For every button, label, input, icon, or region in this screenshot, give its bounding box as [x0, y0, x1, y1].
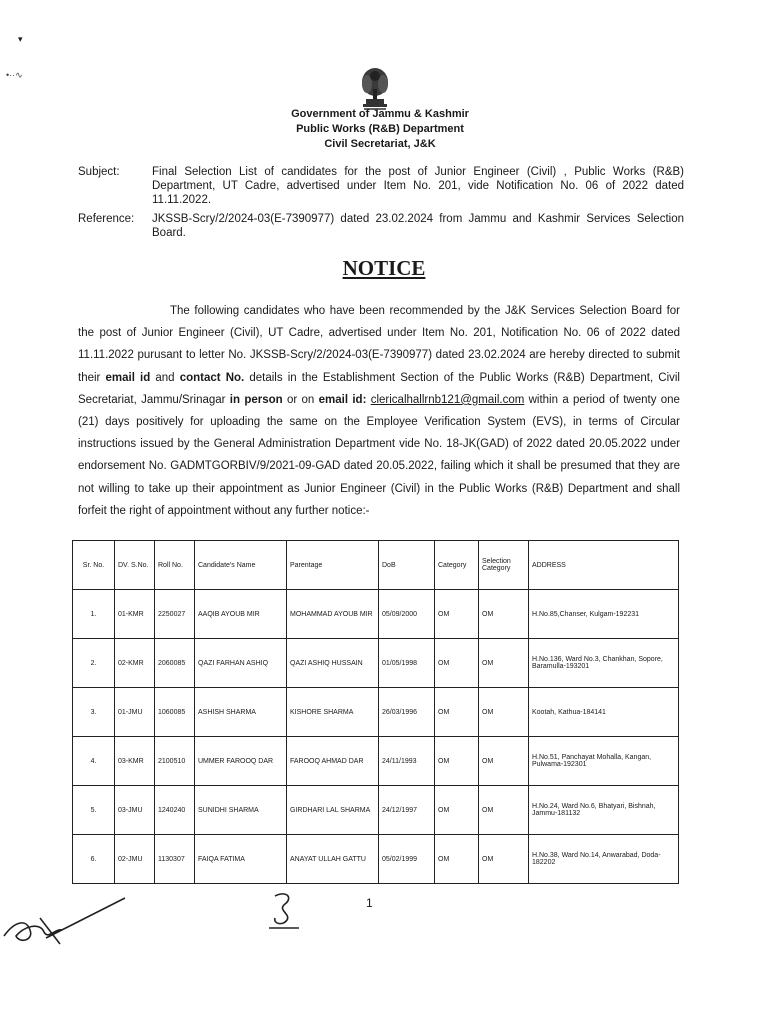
- scan-mark: ▾: [18, 34, 23, 44]
- table-cell: 3.: [73, 688, 115, 737]
- body-text-part: within a period of twenty one (21) days positively for uploading the same on the Employee Verification System (EVS), in terms of Circular instructions issued by the General Administration Department vide No. 18-JK(GAD) of 2022 dated 20.05.2022 under endorsement No. GADMTGORBIV/9/2021-09-GAD dated 20.05.2022, failing which it shall be presumed that they are not willing to take up their appointment as Junior Engineer (Civil) in the Public Works (R&B) Department and shall forfeit the right of appointment without any further notice:-: [78, 393, 680, 517]
- col-header: Candidate's Name: [195, 541, 287, 590]
- handwritten-signature-icon: [0, 892, 130, 952]
- table-cell: 24/11/1993: [379, 737, 435, 786]
- table-row: [73, 688, 679, 737]
- state-emblem-icon: [352, 66, 398, 112]
- table-cell: Kootah, Kathua-184141: [529, 688, 679, 737]
- table-cell: 1.: [73, 590, 115, 639]
- col-header: Category: [435, 541, 479, 590]
- subject-text: Final Selection List of candidates for the post of Junior Engineer (Civil) , Public Works (R&B) Department, UT Cadre, advertised under Item No. 201, vide Notification No. 06 of 2022 dated 11.11.2022.: [152, 166, 684, 206]
- table-cell: OM: [479, 786, 529, 835]
- header-line-government: Government of Jammu & Kashmir: [291, 108, 469, 120]
- subject-label: Subject:: [78, 166, 120, 178]
- table-cell: H.No.38, Ward No.14, Anwarabad, Doda-182202: [529, 835, 679, 884]
- table-cell: SUNIDHI SHARMA: [195, 786, 287, 835]
- table-cell: OM: [479, 688, 529, 737]
- body-text-part: The following candidates who have been recommended by the J&K Services Selection Board for the post of Junior Engineer (Civil), UT Cadre, advertised under Item No. 201, Notification No. 06 of 2022 dated 11.11.2022 purusant to letter No. JKSSB-Scry/2/2024-03(E-7390977) dated 23.02.2024 are hereby directed to submit their: [78, 305, 680, 384]
- table-cell: 2100510: [155, 737, 195, 786]
- table-cell: ASHISH SHARMA: [195, 688, 287, 737]
- table-cell: 2250027: [155, 590, 195, 639]
- table-cell: 05/02/1999: [379, 835, 435, 884]
- col-header: Selection Category: [479, 541, 529, 590]
- body-bold-contact: contact No.: [179, 371, 245, 384]
- table-cell: OM: [435, 639, 479, 688]
- scan-mark: •··∿: [6, 70, 23, 80]
- table-cell: 1130307: [155, 835, 195, 884]
- reference-block: [78, 212, 684, 240]
- col-header: Parentage: [287, 541, 379, 590]
- table-cell: 24/12/1997: [379, 786, 435, 835]
- table-cell: 01-JMU: [115, 688, 155, 737]
- col-header: DV. S.No.: [115, 541, 155, 590]
- table-cell: KISHORE SHARMA: [287, 688, 379, 737]
- table-header-row: [73, 541, 679, 590]
- department-header: [230, 107, 530, 152]
- table-cell: H.No.24, Ward No.6, Bhatyari, Bishnah, Jammu-181132: [529, 786, 679, 835]
- table-cell: FAROOQ AHMAD DAR: [287, 737, 379, 786]
- reference-label: Reference:: [78, 213, 135, 225]
- table-cell: FAIQA FATIMA: [195, 835, 287, 884]
- table-cell: H.No.136, Ward No.3, Chankhan, Sopore, Baramulla-193201: [529, 639, 679, 688]
- table-cell: OM: [435, 590, 479, 639]
- table-cell: 4.: [73, 737, 115, 786]
- header-line-department: Public Works (R&B) Department: [296, 123, 464, 135]
- table-cell: UMMER FAROOQ DAR: [195, 737, 287, 786]
- table-cell: 05/09/2000: [379, 590, 435, 639]
- reference-text: JKSSB-Scry/2/2024-03(E-7390977) dated 23.02.2024 from Jammu and Kashmir Services Selection Board.: [152, 213, 684, 239]
- table-row: [73, 737, 679, 786]
- table-row: [73, 835, 679, 884]
- table-cell: 01/05/1998: [379, 639, 435, 688]
- initials-signature-icon: [265, 888, 305, 932]
- table-cell: OM: [435, 688, 479, 737]
- body-text-part: and: [155, 371, 175, 384]
- notice-title: NOTICE: [342, 256, 426, 280]
- table-cell: GIRDHARI LAL SHARMA: [287, 786, 379, 835]
- table-row: [73, 639, 679, 688]
- table-cell: 2.: [73, 639, 115, 688]
- col-header: Sr. No.: [73, 541, 115, 590]
- table-cell: QAZI FARHAN ASHIQ: [195, 639, 287, 688]
- table-row: [73, 786, 679, 835]
- table-cell: 01-KMR: [115, 590, 155, 639]
- table-cell: OM: [435, 786, 479, 835]
- table-cell: 1060085: [155, 688, 195, 737]
- table-cell: 6.: [73, 835, 115, 884]
- table-cell: 02-JMU: [115, 835, 155, 884]
- body-bold-email-label: email id:: [318, 393, 367, 406]
- table-row: [73, 590, 679, 639]
- table-cell: H.No.85,Chanser, Kulgam-192231: [529, 590, 679, 639]
- notice-body: [78, 300, 680, 522]
- body-text-part: or on: [286, 393, 315, 406]
- table-cell: 2060085: [155, 639, 195, 688]
- table-cell: 03-JMU: [115, 786, 155, 835]
- table-cell: 5.: [73, 786, 115, 835]
- subject-block: [78, 165, 684, 207]
- page-number: 1: [366, 896, 373, 910]
- table-cell: OM: [479, 835, 529, 884]
- body-bold-in-person: in person: [229, 393, 283, 406]
- table-cell: 03-KMR: [115, 737, 155, 786]
- table-cell: QAZI ASHIQ HUSSAIN: [287, 639, 379, 688]
- table-cell: 26/03/1996: [379, 688, 435, 737]
- table-cell: 1240240: [155, 786, 195, 835]
- col-header: DoB: [379, 541, 435, 590]
- table-cell: H.No.51, Panchayat Mohalla, Kangan, Pulwama-192301: [529, 737, 679, 786]
- table-cell: ANAYAT ULLAH GATTU: [287, 835, 379, 884]
- table-cell: 02-KMR: [115, 639, 155, 688]
- body-bold-email-id: email id: [105, 371, 151, 384]
- col-header: ADDRESS: [529, 541, 679, 590]
- header-line-secretariat: Civil Secretariat, J&K: [324, 138, 436, 150]
- table-cell: OM: [435, 835, 479, 884]
- email-link[interactable]: clericalhallrnb121@gmail.com: [370, 393, 525, 406]
- col-header: Roll No.: [155, 541, 195, 590]
- table-cell: OM: [435, 737, 479, 786]
- table-cell: OM: [479, 639, 529, 688]
- selection-table: [72, 540, 679, 884]
- table-cell: AAQIB AYOUB MIR: [195, 590, 287, 639]
- table-cell: OM: [479, 590, 529, 639]
- table-cell: OM: [479, 737, 529, 786]
- body-text-part: details in the Establishment Section of the Public Works (R&B) Department, Civil Secretariat, Jammu/Srinagar: [78, 371, 680, 406]
- table-cell: MOHAMMAD AYOUB MIR: [287, 590, 379, 639]
